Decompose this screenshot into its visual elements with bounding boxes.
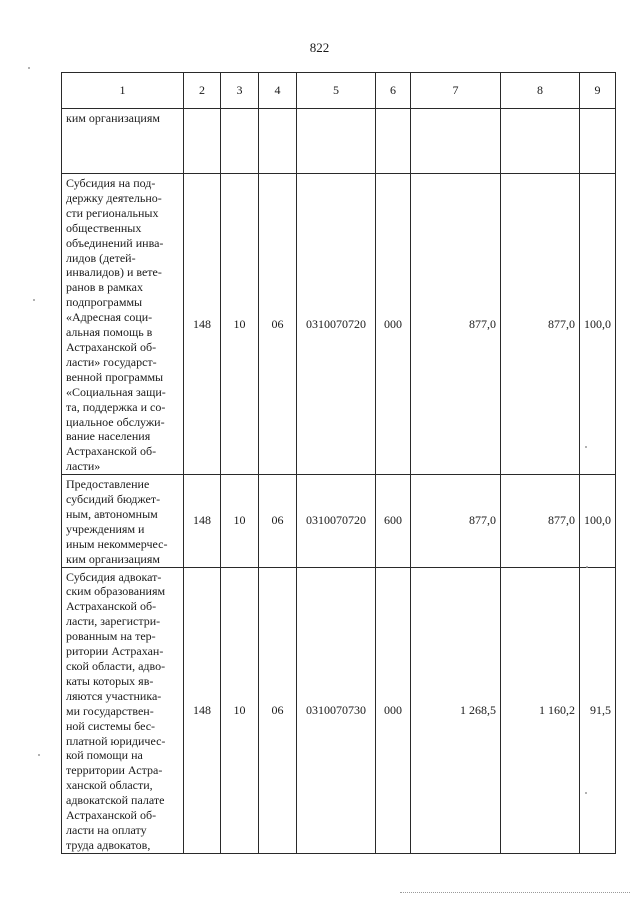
cell: 877,0 xyxy=(501,174,580,475)
scan-speck xyxy=(28,67,30,69)
cell xyxy=(376,109,411,174)
cell: 600 xyxy=(376,475,411,567)
cell: 10 xyxy=(221,567,259,853)
row-description xyxy=(62,109,184,174)
desc-line: объединений инва- xyxy=(66,235,164,250)
col-header: 5 xyxy=(297,73,376,109)
cell: 148 xyxy=(184,567,221,853)
desc-line: та, поддержка и со- xyxy=(66,399,166,414)
cell: 0310070720 xyxy=(297,174,376,475)
desc-line: ным, автономным xyxy=(66,506,158,521)
desc-line: лидов (детей- xyxy=(66,250,136,265)
cell: 1 160,2 xyxy=(501,567,580,853)
row-description xyxy=(62,174,184,475)
desc-line: инвалидов) и вете- xyxy=(66,265,162,280)
desc-line: Астраханской об- xyxy=(66,339,157,354)
desc-line: «Адресная соци- xyxy=(66,310,153,325)
scan-speck xyxy=(585,446,587,448)
col-header: 8 xyxy=(501,73,580,109)
desc-line: Астраханской об- xyxy=(66,444,157,459)
cell xyxy=(259,109,297,174)
page-number: 822 xyxy=(309,40,330,55)
desc-line: адвокатской палате xyxy=(66,793,165,808)
desc-line: вание населения xyxy=(66,429,151,444)
desc-line: альная помощь в xyxy=(66,325,153,340)
desc-line: субсидий бюджет- xyxy=(66,492,161,507)
cell: 06 xyxy=(259,475,297,567)
cell xyxy=(411,109,501,174)
desc-line: держку деятельно- xyxy=(66,190,162,205)
desc-line: ласти» государст- xyxy=(66,354,157,369)
desc-line: ским образованиям xyxy=(66,584,166,599)
scan-edge-line xyxy=(400,892,630,893)
desc-line: ласти» xyxy=(66,459,101,474)
cell: 000 xyxy=(376,567,411,853)
desc-line: «Социальная защи- xyxy=(66,384,166,399)
cell: 10 xyxy=(221,475,259,567)
cell: 1 268,5 xyxy=(411,567,501,853)
desc-line: ранов в рамках xyxy=(66,280,143,295)
cell xyxy=(580,109,616,174)
table-row xyxy=(62,567,616,853)
col-header: 6 xyxy=(376,73,411,109)
cell: 91,5 xyxy=(580,567,616,853)
desc-line: Астраханской об- xyxy=(66,599,157,614)
desc-line: ляются участника- xyxy=(66,688,162,703)
desc-line: ханской области, xyxy=(66,778,153,793)
desc-line: рованным на тер- xyxy=(66,629,156,644)
row-description xyxy=(62,567,184,853)
scan-speck xyxy=(586,566,588,568)
cell: 10 xyxy=(221,174,259,475)
cell xyxy=(221,109,259,174)
row-description xyxy=(62,475,184,567)
col-header: 1 xyxy=(62,73,184,109)
desc-line: Субсидия адвокат- xyxy=(66,569,162,584)
scan-speck xyxy=(33,299,35,301)
col-header: 9 xyxy=(580,73,616,109)
col-header: 4 xyxy=(259,73,297,109)
cell: 0310070730 xyxy=(297,567,376,853)
desc-line: иным некоммерчес- xyxy=(66,536,168,551)
scan-speck xyxy=(38,754,40,756)
desc-line: ласти на оплату xyxy=(66,822,147,837)
table-row xyxy=(62,475,616,567)
cell: 877,0 xyxy=(411,174,501,475)
col-header: 3 xyxy=(221,73,259,109)
desc-line: платной юридичес- xyxy=(66,733,166,748)
desc-line: Предоставление xyxy=(66,477,150,492)
cell: 0310070720 xyxy=(297,475,376,567)
desc-line: циальное обслужи- xyxy=(66,414,165,429)
desc-line: венной программы xyxy=(66,369,164,384)
cell: 000 xyxy=(376,174,411,475)
desc-line: учреждениям и xyxy=(66,521,145,536)
desc-line: территории Астра- xyxy=(66,763,163,778)
table-row xyxy=(62,109,616,174)
budget-table xyxy=(61,72,616,854)
desc-line: каты которых яв- xyxy=(66,673,154,688)
cell: 100,0 xyxy=(580,174,616,475)
header-row xyxy=(62,73,616,109)
desc-line: ласти, зарегистри- xyxy=(66,614,161,629)
cell: 148 xyxy=(184,174,221,475)
desc-line: ми государствен- xyxy=(66,703,154,718)
cell xyxy=(184,109,221,174)
desc-line: ритории Астрахан- xyxy=(66,644,164,659)
cell: 06 xyxy=(259,174,297,475)
col-header: 7 xyxy=(411,73,501,109)
cell: 148 xyxy=(184,475,221,567)
table-row xyxy=(62,174,616,475)
desc-line: Астраханской об- xyxy=(66,808,157,823)
desc-line: труда адвокатов, xyxy=(66,837,151,852)
desc-line: сти региональных xyxy=(66,205,159,220)
desc-line: подпрограммы xyxy=(66,295,143,310)
desc-line: ной системы бес- xyxy=(66,718,156,733)
cell: 100,0 xyxy=(580,475,616,567)
cell: 06 xyxy=(259,567,297,853)
desc-line: кой помощи на xyxy=(66,748,143,763)
desc-line: ким организациям xyxy=(66,551,160,566)
col-header: 2 xyxy=(184,73,221,109)
cell xyxy=(501,109,580,174)
cell: 877,0 xyxy=(501,475,580,567)
cell xyxy=(297,109,376,174)
scan-speck xyxy=(585,792,587,794)
cell: 877,0 xyxy=(411,475,501,567)
desc-line: общественных xyxy=(66,220,142,235)
desc-line: ской области, адво- xyxy=(66,659,166,673)
desc-line: ким организациям xyxy=(66,111,160,125)
desc-line: Субсидия на под- xyxy=(66,176,156,190)
